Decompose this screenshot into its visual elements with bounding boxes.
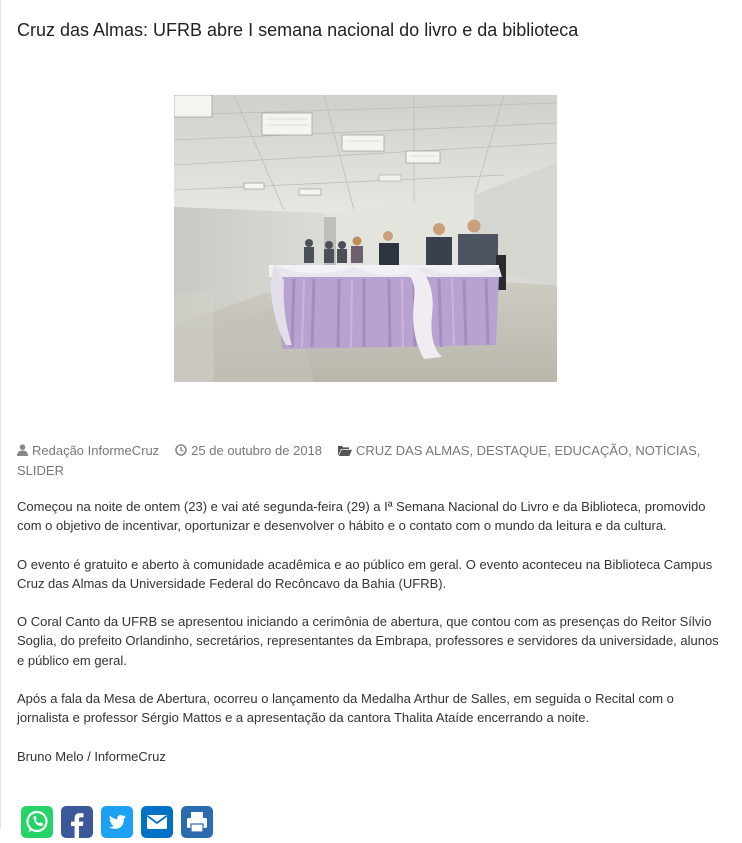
- author-link[interactable]: Redação InformeCruz: [32, 443, 160, 458]
- facebook-icon: [61, 806, 93, 838]
- post-author: [17, 443, 159, 458]
- email-share-button[interactable]: [141, 806, 173, 838]
- post-categories: CRUZ DAS ALMAS, DESTAQUE, EDUCAÇÃO, NOTÍCIAS, SLIDER: [17, 443, 701, 478]
- user-icon: [17, 442, 28, 461]
- page-border: [0, 0, 1, 829]
- twitter-icon: [101, 806, 133, 838]
- event-photo: [174, 95, 557, 382]
- category-link[interactable]: DESTAQUE: [476, 443, 548, 458]
- category-link[interactable]: EDUCAÇÃO: [554, 443, 629, 458]
- paragraph: Começou na noite de ontem (23) e vai até segunda-feira (29) a Iª Semana Nacional do Livro e da Biblioteca, promovido com o objetivo de incentivar, oportunizar e desenvolver o hábito e o contato com o mundo da leitura e da cultura.: [17, 499, 706, 534]
- post-date: [175, 443, 322, 458]
- share-bar: [21, 806, 213, 838]
- folder-open-icon: [338, 442, 352, 461]
- paragraph: O evento é gratuito e aberto à comunidade acadêmica e ao público em geral. O evento aconteceu na Biblioteca Campus Cruz das Almas da Universidade Federal do Recôncavo da Bahia (UFRB).: [17, 556, 713, 591]
- print-icon: [181, 806, 213, 838]
- category-link[interactable]: CRUZ DAS ALMAS: [356, 443, 470, 458]
- facebook-share-button[interactable]: [61, 806, 93, 838]
- category-link[interactable]: SLIDER: [17, 463, 64, 478]
- post-meta: [17, 441, 722, 480]
- post-title: Cruz das Almas: UFRB abre I semana nacional do livro e da biblioteca: [17, 20, 579, 40]
- email-icon: [141, 806, 173, 838]
- category-link[interactable]: NOTÍCIAS: [635, 443, 697, 458]
- paragraph: Após a fala da Mesa de Abertura, ocorreu o lançamento da Medalha Arthur de Salles, em seguida o Recital com o jornalista e professor Sérgio Mattos e a apresentação da cantora Thalita Ataíde encerrando a noite.: [17, 691, 674, 726]
- print-share-button[interactable]: [181, 806, 213, 838]
- date-text: 25 de outubro de 2018: [191, 443, 323, 458]
- whatsapp-share-button[interactable]: [21, 806, 53, 838]
- twitter-share-button[interactable]: [101, 806, 133, 838]
- paragraph: O Coral Canto da UFRB se apresentou iniciando a cerimônia de abertura, que contou com as presenças do Reitor Sílvio Soglia, do prefeito Orlandinho, secretários, representantes da Embrapa, professores e servidores da universidade, alunos e público em geral.: [17, 614, 719, 668]
- article-body: [17, 497, 722, 785]
- clock-icon: [175, 442, 187, 461]
- byline: Bruno Melo / InformeCruz: [17, 748, 166, 764]
- whatsapp-icon: [21, 806, 53, 838]
